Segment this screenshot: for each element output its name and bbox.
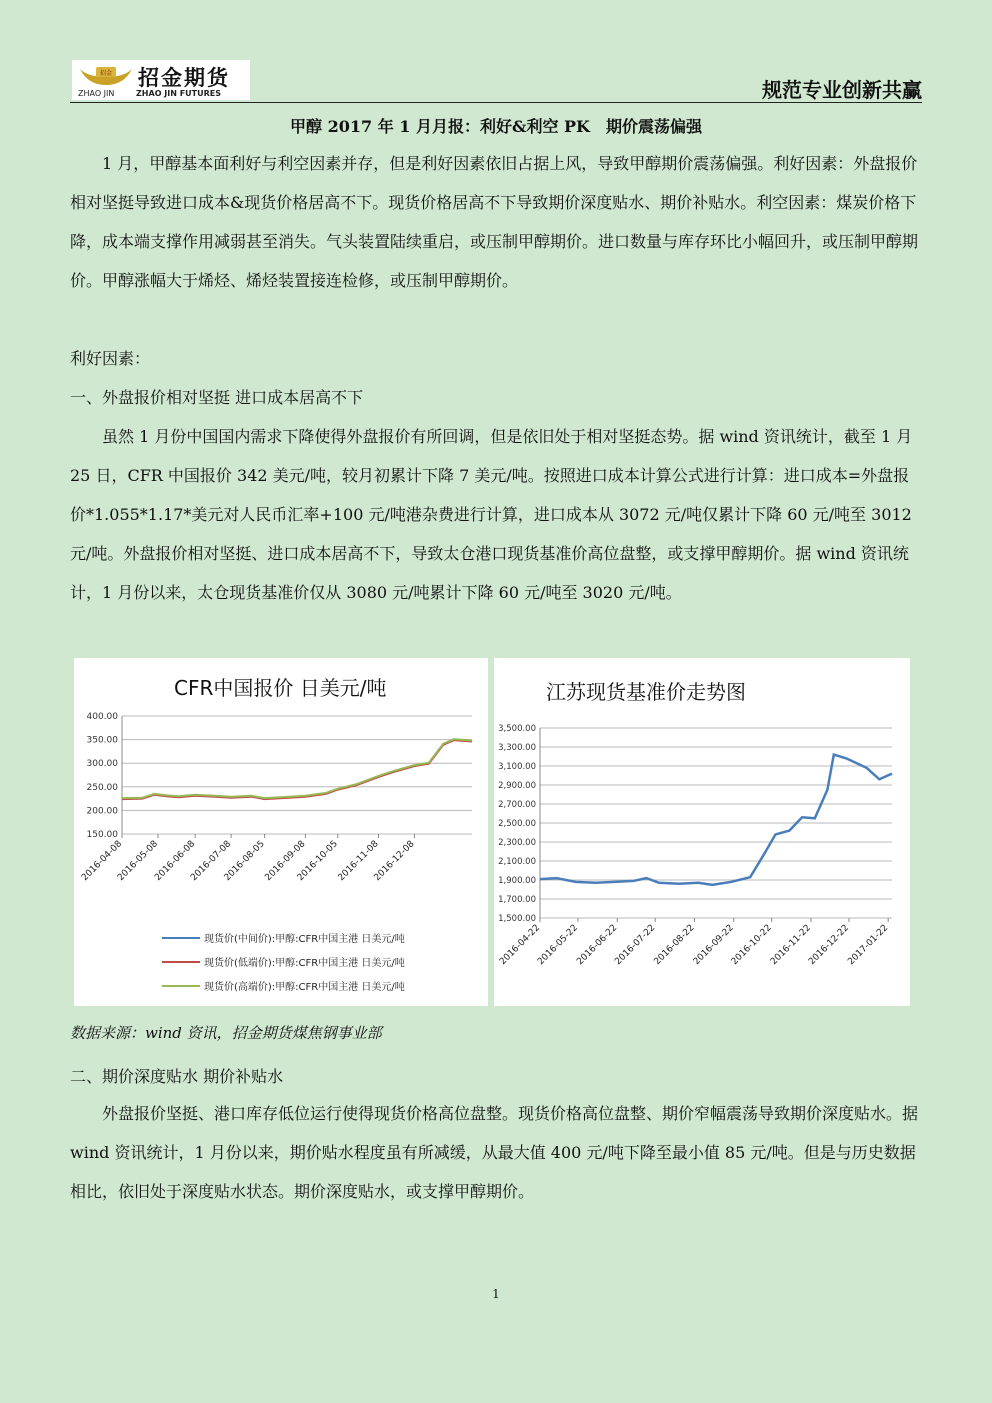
x-tick-label: 2016-07-08	[189, 839, 234, 884]
x-tick-label: 2016-10-05	[295, 839, 340, 884]
series-line-1	[122, 740, 472, 799]
x-tick-label: 2017-01-22	[846, 923, 891, 968]
x-tick-label: 2016-08-22	[652, 923, 697, 968]
data-source-caption: 数据来源：wind 资讯，招金期货煤焦钢事业部	[70, 1024, 382, 1042]
chart-jiangsu-price	[494, 658, 910, 1006]
chart-title: 江苏现货基准价走势图	[546, 680, 746, 704]
page-header	[70, 58, 922, 103]
series-line-0	[540, 755, 892, 885]
page-number: 1	[492, 1287, 500, 1301]
x-tick-label: 2016-12-22	[807, 923, 852, 968]
y-tick-label: 200.00	[86, 806, 118, 817]
y-tick-label: 2,900.00	[498, 781, 536, 791]
x-tick-label: 2016-09-08	[263, 839, 308, 884]
x-tick-label: 2016-08-05	[222, 839, 267, 884]
y-tick-label: 3,300.00	[498, 743, 536, 753]
legend-label: 现货价(高端价):甲醇:CFR中国主港 日美元/吨	[204, 982, 405, 993]
y-tick-label: 3,100.00	[498, 762, 536, 772]
x-tick-label: 2016-05-22	[536, 923, 581, 968]
x-tick-label: 2016-11-08	[336, 839, 381, 884]
y-tick-label: 1,900.00	[498, 876, 536, 886]
x-tick-label: 2016-11-22	[769, 923, 814, 968]
logo-badge-text: 招金	[99, 70, 113, 77]
x-tick-label: 2016-04-08	[80, 839, 125, 884]
y-tick-label: 2,300.00	[498, 838, 536, 848]
x-tick-label: 2016-12-08	[372, 839, 417, 884]
y-tick-label: 1,500.00	[498, 914, 536, 924]
x-tick-label: 2016-06-08	[153, 839, 198, 884]
gold-ingot-icon	[78, 63, 134, 87]
company-logo	[72, 60, 250, 100]
section-label-positive: 利好因素：	[70, 349, 151, 368]
y-tick-label: 2,100.00	[498, 857, 536, 867]
y-tick-label: 250.00	[86, 782, 118, 793]
intro-paragraph: 1 月，甲醇基本面利好与利空因素并存，但是利好因素依旧占据上风，导致甲醇期价震荡偏强。利好因素：外盘报价相对坚挺导致进口成本&现货价格居高不下。现货价格居高不下导致期价深度贴水、期价补贴水。利空因素：煤炭价格下降，成本端支撑作用减弱甚至消失。气头装置陆续重启，或压制甲醇期价。进口数量与库存环比小幅回升，或压制甲醇期价。甲醇涨幅大于烯烃、烯烃装置接连检修，或压制甲醇期价。	[70, 154, 919, 290]
series-line-0	[122, 740, 472, 799]
logo-english-name: ZHAO JIN FUTURES	[136, 89, 222, 98]
paragraph-section-2: 外盘报价坚挺、港口库存低位运行使得现货价格高位盘整。现货价格高位盘整、期价窄幅震荡导致期价深度贴水。据 wind 资讯统计，1 月份以来，期价贴水程度虽有所减缓，从最大值 400 元/吨下降至最小值 85 元/吨。但是与历史数据相比，依旧处于深度贴水状态。期价深度贴水，或支撑甲醇期价。	[70, 1104, 919, 1201]
y-tick-label: 3,500.00	[498, 724, 536, 734]
x-tick-label: 2016-06-22	[575, 923, 620, 968]
chart-cfr-svg	[74, 658, 488, 1006]
heading-section-2: 二、期价深度贴水 期价补贴水	[70, 1067, 284, 1086]
report-title: 甲醇 2017 年 1 月月报：利好&利空 PK 期价震荡偏强	[290, 117, 702, 136]
chart-cfr-price	[74, 658, 488, 1006]
y-tick-label: 350.00	[86, 735, 118, 746]
chart-title: CFR中国报价 日美元/吨	[174, 676, 387, 700]
logo-english-short: ZHAO JIN	[78, 89, 115, 98]
x-tick-label: 2016-07-22	[613, 923, 658, 968]
y-tick-label: 300.00	[86, 759, 118, 770]
legend-label: 现货价(低端价):甲醇:CFR中国主港 日美元/吨	[204, 958, 405, 969]
y-tick-label: 2,700.00	[498, 800, 536, 810]
logo-chinese-name: 招金期货	[138, 66, 230, 90]
x-tick-label: 2016-05-08	[116, 839, 161, 884]
heading-section-1: 一、外盘报价相对坚挺 进口成本居高不下	[70, 388, 364, 407]
header-slogan: 规范专业创新共赢	[762, 78, 922, 102]
x-tick-label: 2016-10-22	[729, 923, 774, 968]
y-tick-label: 150.00	[86, 830, 118, 840]
paragraph-section-1: 虽然 1 月份中国国内需求下降使得外盘报价有所回调，但是依旧处于相对坚挺态势。据 wind 资讯统计，截至 1 月 25 日，CFR 中国报价 342 美元/吨，较月初累计下降 7 美元/吨。按照进口成本计算公式进行计算：进口成本=外盘报价*1.055*1.17*美元对人民币汇率+100 元/吨港杂费进行计算，进口成本从 3072 元/吨仅累计下降 60 元/吨至 3012 元/吨。外盘报价相对坚挺、进口成本居高不下，导致太仓港口现货基准价高位盘整，或支撑甲醇期价。据 wind 资讯统计，1 月份以来，太仓现货基准价仅从 3080 元/吨累计下降 60 元/吨至 3020 元/吨。	[70, 427, 913, 602]
y-tick-label: 400.00	[86, 712, 118, 722]
x-tick-label: 2016-09-22	[691, 923, 736, 968]
y-tick-label: 2,500.00	[498, 819, 536, 829]
legend-label: 现货价(中间价):甲醇:CFR中国主港 日美元/吨	[204, 934, 405, 945]
series-line-2	[122, 739, 472, 798]
x-tick-label: 2016-04-22	[498, 923, 543, 968]
chart-jiangsu-svg	[494, 658, 910, 1006]
y-tick-label: 1,700.00	[498, 895, 536, 905]
